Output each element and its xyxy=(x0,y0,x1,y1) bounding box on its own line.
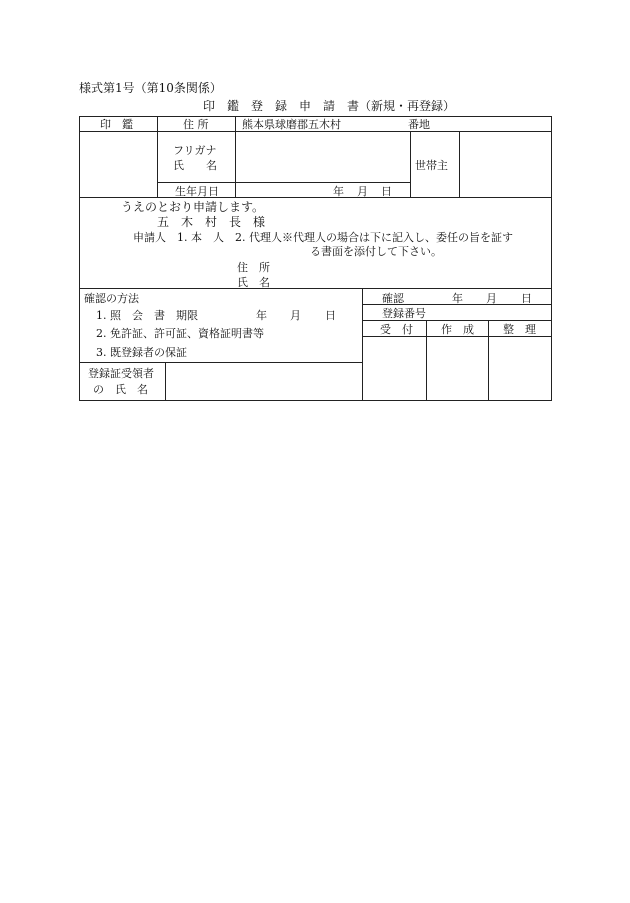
row-divider xyxy=(362,320,552,321)
row-divider xyxy=(362,336,552,337)
confirm-label: 確認 xyxy=(382,292,404,305)
col-divider xyxy=(426,320,427,401)
row-divider xyxy=(157,182,410,183)
verification-item-1-year: 年 xyxy=(256,309,267,322)
row-divider xyxy=(362,304,552,305)
form-title: 印 鑑 登 録 申 請 書（新規・再登録） xyxy=(203,99,456,113)
address-label: 住 所 xyxy=(183,118,209,131)
applicant-line-2: る書面を添付して下さい。 xyxy=(310,245,442,258)
verification-title: 確認の方法 xyxy=(84,292,139,305)
address-value: 熊本県球磨郡五木村 xyxy=(242,118,341,131)
col-divider xyxy=(235,116,236,197)
confirm-month: 月 xyxy=(486,292,497,305)
agent-address-label: 住 所 xyxy=(237,261,270,274)
birth-day: 日 xyxy=(381,185,392,198)
name-label: 氏 名 xyxy=(173,159,217,172)
column-create: 作 成 xyxy=(441,323,474,336)
column-arrange: 整 理 xyxy=(503,323,536,336)
column-receive: 受 付 xyxy=(380,323,413,336)
receipt-label-line-1: 登録証受領者 xyxy=(88,367,154,380)
birth-year: 年 xyxy=(333,185,344,198)
verification-item-1: 1. 照 会 書 期限 xyxy=(96,309,198,322)
receipt-label-line-2: の 氏 名 xyxy=(93,383,148,396)
row-divider xyxy=(79,362,363,363)
row-divider xyxy=(79,197,552,198)
form-number: 様式第1号（第10条関係） xyxy=(79,81,222,95)
applicant-line: 申請人 1. 本 人 2. 代理人※代理人の場合は下に記入し、委任の旨を証す xyxy=(133,231,513,244)
birth-month: 月 xyxy=(357,185,368,198)
agent-name-label: 氏 名 xyxy=(237,276,270,289)
application-statement: うえのとおり申請します。 xyxy=(121,200,265,214)
confirm-day: 日 xyxy=(521,292,532,305)
seal-label: 印 鑑 xyxy=(100,118,133,131)
verification-item-2: 2. 免許証、許可証、資格証明書等 xyxy=(96,327,264,340)
confirm-year: 年 xyxy=(452,292,463,305)
col-divider xyxy=(165,362,166,401)
householder-label: 世帯主 xyxy=(415,159,448,172)
verification-item-1-day: 日 xyxy=(325,309,336,322)
banchi-label: 番地 xyxy=(408,118,430,131)
col-divider xyxy=(488,320,489,401)
registration-number-label: 登録番号 xyxy=(382,307,426,320)
verification-item-3: 3. 既登録者の保証 xyxy=(96,346,187,359)
col-divider xyxy=(157,116,158,197)
addressee: 五 木 村 長 様 xyxy=(157,215,266,229)
verification-item-1-month: 月 xyxy=(290,309,301,322)
birthdate-label: 生年月日 xyxy=(175,185,219,198)
col-divider xyxy=(459,131,460,197)
col-divider xyxy=(410,131,411,197)
furigana-label: フリガナ xyxy=(173,144,217,157)
row-divider xyxy=(79,131,552,132)
